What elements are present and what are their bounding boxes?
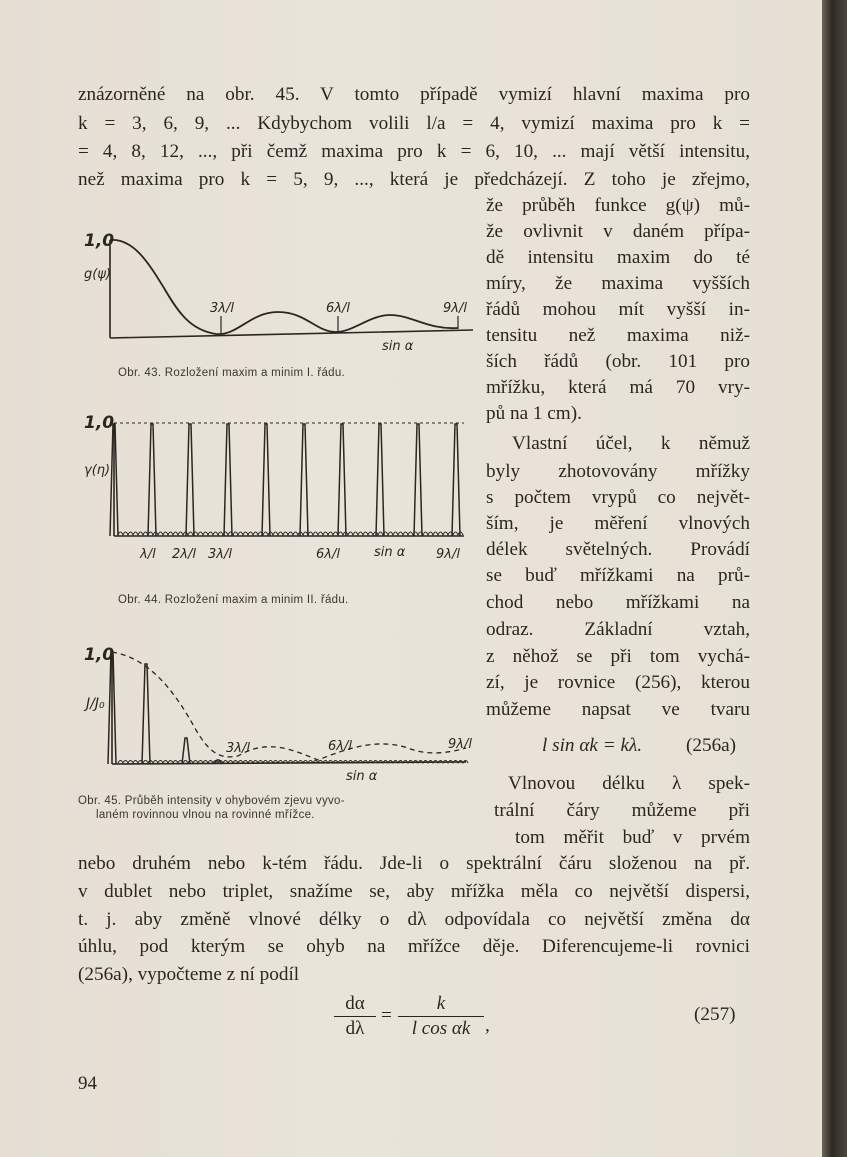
equation-256a: l sin αk = kλ. <box>542 735 643 756</box>
equation-number: (257) <box>694 1004 736 1025</box>
mark-label-6: 6λ/l <box>316 547 340 562</box>
principal-maxima <box>110 424 460 536</box>
book-spine-shadow <box>822 0 847 1157</box>
column-line: z něhož se při tom vychá- <box>486 646 750 667</box>
x-axis <box>110 330 473 338</box>
column-line: dě intensitu maxim do té <box>486 247 750 268</box>
column-line: délek světelných. Provádí <box>486 539 750 560</box>
y-axis-label: g(ψ) <box>84 267 111 282</box>
maximum-peak <box>414 424 422 536</box>
envelope-curve <box>112 652 466 760</box>
equals-sign: = <box>381 1005 392 1026</box>
column-line: že průběh funkce g(ψ) mů- <box>486 195 750 216</box>
mark-label-6: 6λ/l <box>328 739 352 754</box>
fraction-denominator: dλ <box>345 1018 365 1039</box>
text-line: = 4, 8, 12, ..., při čemž maxima pro k = 6, 10, ... mají větší intensitu, <box>78 141 750 162</box>
column-line: mřížku, která má 70 vry- <box>486 377 750 398</box>
column-line: trální čáry můžeme při <box>494 800 750 821</box>
secondary-maxima <box>118 532 463 535</box>
text-line: úhlu, pod kterým se ohyb na mřížce děje. Diferencujeme-li rovnici <box>78 936 750 957</box>
maximum-peak <box>376 424 384 536</box>
x-axis-label: sin α <box>374 545 406 560</box>
y-axis-label: γ(η) <box>84 463 111 478</box>
text-line: k = 3, 6, 9, ... Kdybychom volili l/a = 4, vymizí maxima pro k = <box>78 113 750 134</box>
page-number: 94 <box>78 1073 97 1094</box>
mark-label-1: λ/l <box>140 547 156 562</box>
fraction-d-alpha-d-lambda <box>334 993 376 1040</box>
figure-44 <box>78 408 478 583</box>
column-line: pů na 1 cm). <box>486 403 582 424</box>
maximum-peak <box>262 424 270 536</box>
column-line: ších řádů (obr. 101 pro <box>486 351 750 372</box>
figure-43 <box>78 212 478 362</box>
column-line: Vlastní účel, k němuž <box>512 433 750 454</box>
maximum-peak <box>300 424 308 536</box>
mark-label-3: 3λ/l <box>226 741 250 756</box>
y-axis-top-label: 1,0 <box>84 413 115 433</box>
maximum-peak <box>224 424 232 536</box>
equation-number: (256a) <box>686 735 737 756</box>
x-axis-label: sin α <box>382 339 414 354</box>
mark-label-6: 6λ/l <box>326 301 350 316</box>
column-line: řádů mohou mít vyšší in- <box>486 299 750 320</box>
maximum-peak <box>452 424 460 536</box>
maximum-peak <box>338 424 346 536</box>
y-axis-label: J/J₀ <box>86 696 105 712</box>
text-line: v dublet nebo triplet, snažíme se, aby mřížka měla co největší dispersi, <box>78 881 750 902</box>
principal-maxima <box>108 652 222 764</box>
column-line: tensitu než maxima niž- <box>486 325 750 346</box>
column-line: tom měřit buď v prvém <box>515 827 750 848</box>
intensity-curve <box>110 240 458 334</box>
mark-label-2: 2λ/l <box>172 547 196 562</box>
column-line: odraz. Základní vztah, <box>486 619 750 640</box>
fraction-numerator: k <box>398 993 484 1017</box>
column-line: můžeme napsat ve tvaru <box>486 699 750 720</box>
fraction-denominator: l cos αk <box>411 1018 471 1039</box>
column-line: zí, je rovnice (256), kterou <box>486 672 750 693</box>
mark-label-9: 9λ/l <box>443 301 467 316</box>
text-line: než maxima pro k = 5, 9, ..., která je předcházejí. Z toho je zřejmo, <box>78 169 750 190</box>
y-axis-top-label: 1,0 <box>84 231 115 251</box>
equation-comma: , <box>485 1015 490 1036</box>
x-axis-label: sin α <box>346 769 378 784</box>
mark-label-9: 9λ/l <box>436 547 460 562</box>
column-line: chod nebo mřížkami na <box>486 592 750 613</box>
text-line: znázorněné na obr. 45. V tomto případě vymizí hlavní maxima pro <box>78 84 750 105</box>
figure-caption: Obr. 45. Průběh intensity v ohybovém zjevu vyvo- <box>78 795 345 807</box>
mark-label-3: 3λ/l <box>208 547 232 562</box>
y-axis-top-label: 1,0 <box>84 645 115 665</box>
maximum-peak <box>148 424 156 536</box>
column-line: byly zhotovovány mřížky <box>486 461 750 482</box>
maximum-peak <box>186 424 194 536</box>
fraction-k-over-l-cos <box>398 993 484 1040</box>
mark-label-9: 9λ/l <box>448 737 472 752</box>
column-line: ším, je měření vlnových <box>486 513 750 534</box>
figure-caption: laném rovinnou vlnou na rovinné mřížce. <box>96 809 315 821</box>
text-line: nebo druhém nebo k-tém řádu. Jde-li o spektrální čáru složenou na př. <box>78 853 750 874</box>
column-line: s počtem vrypů co největ- <box>486 487 750 508</box>
figure-caption: Obr. 44. Rozložení maxim a minim II. řádu. <box>118 594 349 606</box>
figure-45 <box>78 638 478 788</box>
column-line: že ovlivnit v daném přípa- <box>486 221 750 242</box>
column-line: míry, že maxima vyšších <box>486 273 750 294</box>
maximum-peak <box>142 664 150 764</box>
mark-label-3: 3λ/l <box>210 301 234 316</box>
column-line: se buď mřížkami na prů- <box>486 565 750 586</box>
text-line: t. j. aby změně vlnové délky o dλ odpovídala co největší změna dα <box>78 909 750 930</box>
fraction-numerator: dα <box>334 993 376 1017</box>
figure-caption: Obr. 43. Rozložení maxim a minim I. řádu. <box>118 367 346 379</box>
text-line: (256a), vypočteme z ní podíl <box>78 964 300 985</box>
column-line: Vlnovou délku λ spek- <box>508 773 750 794</box>
